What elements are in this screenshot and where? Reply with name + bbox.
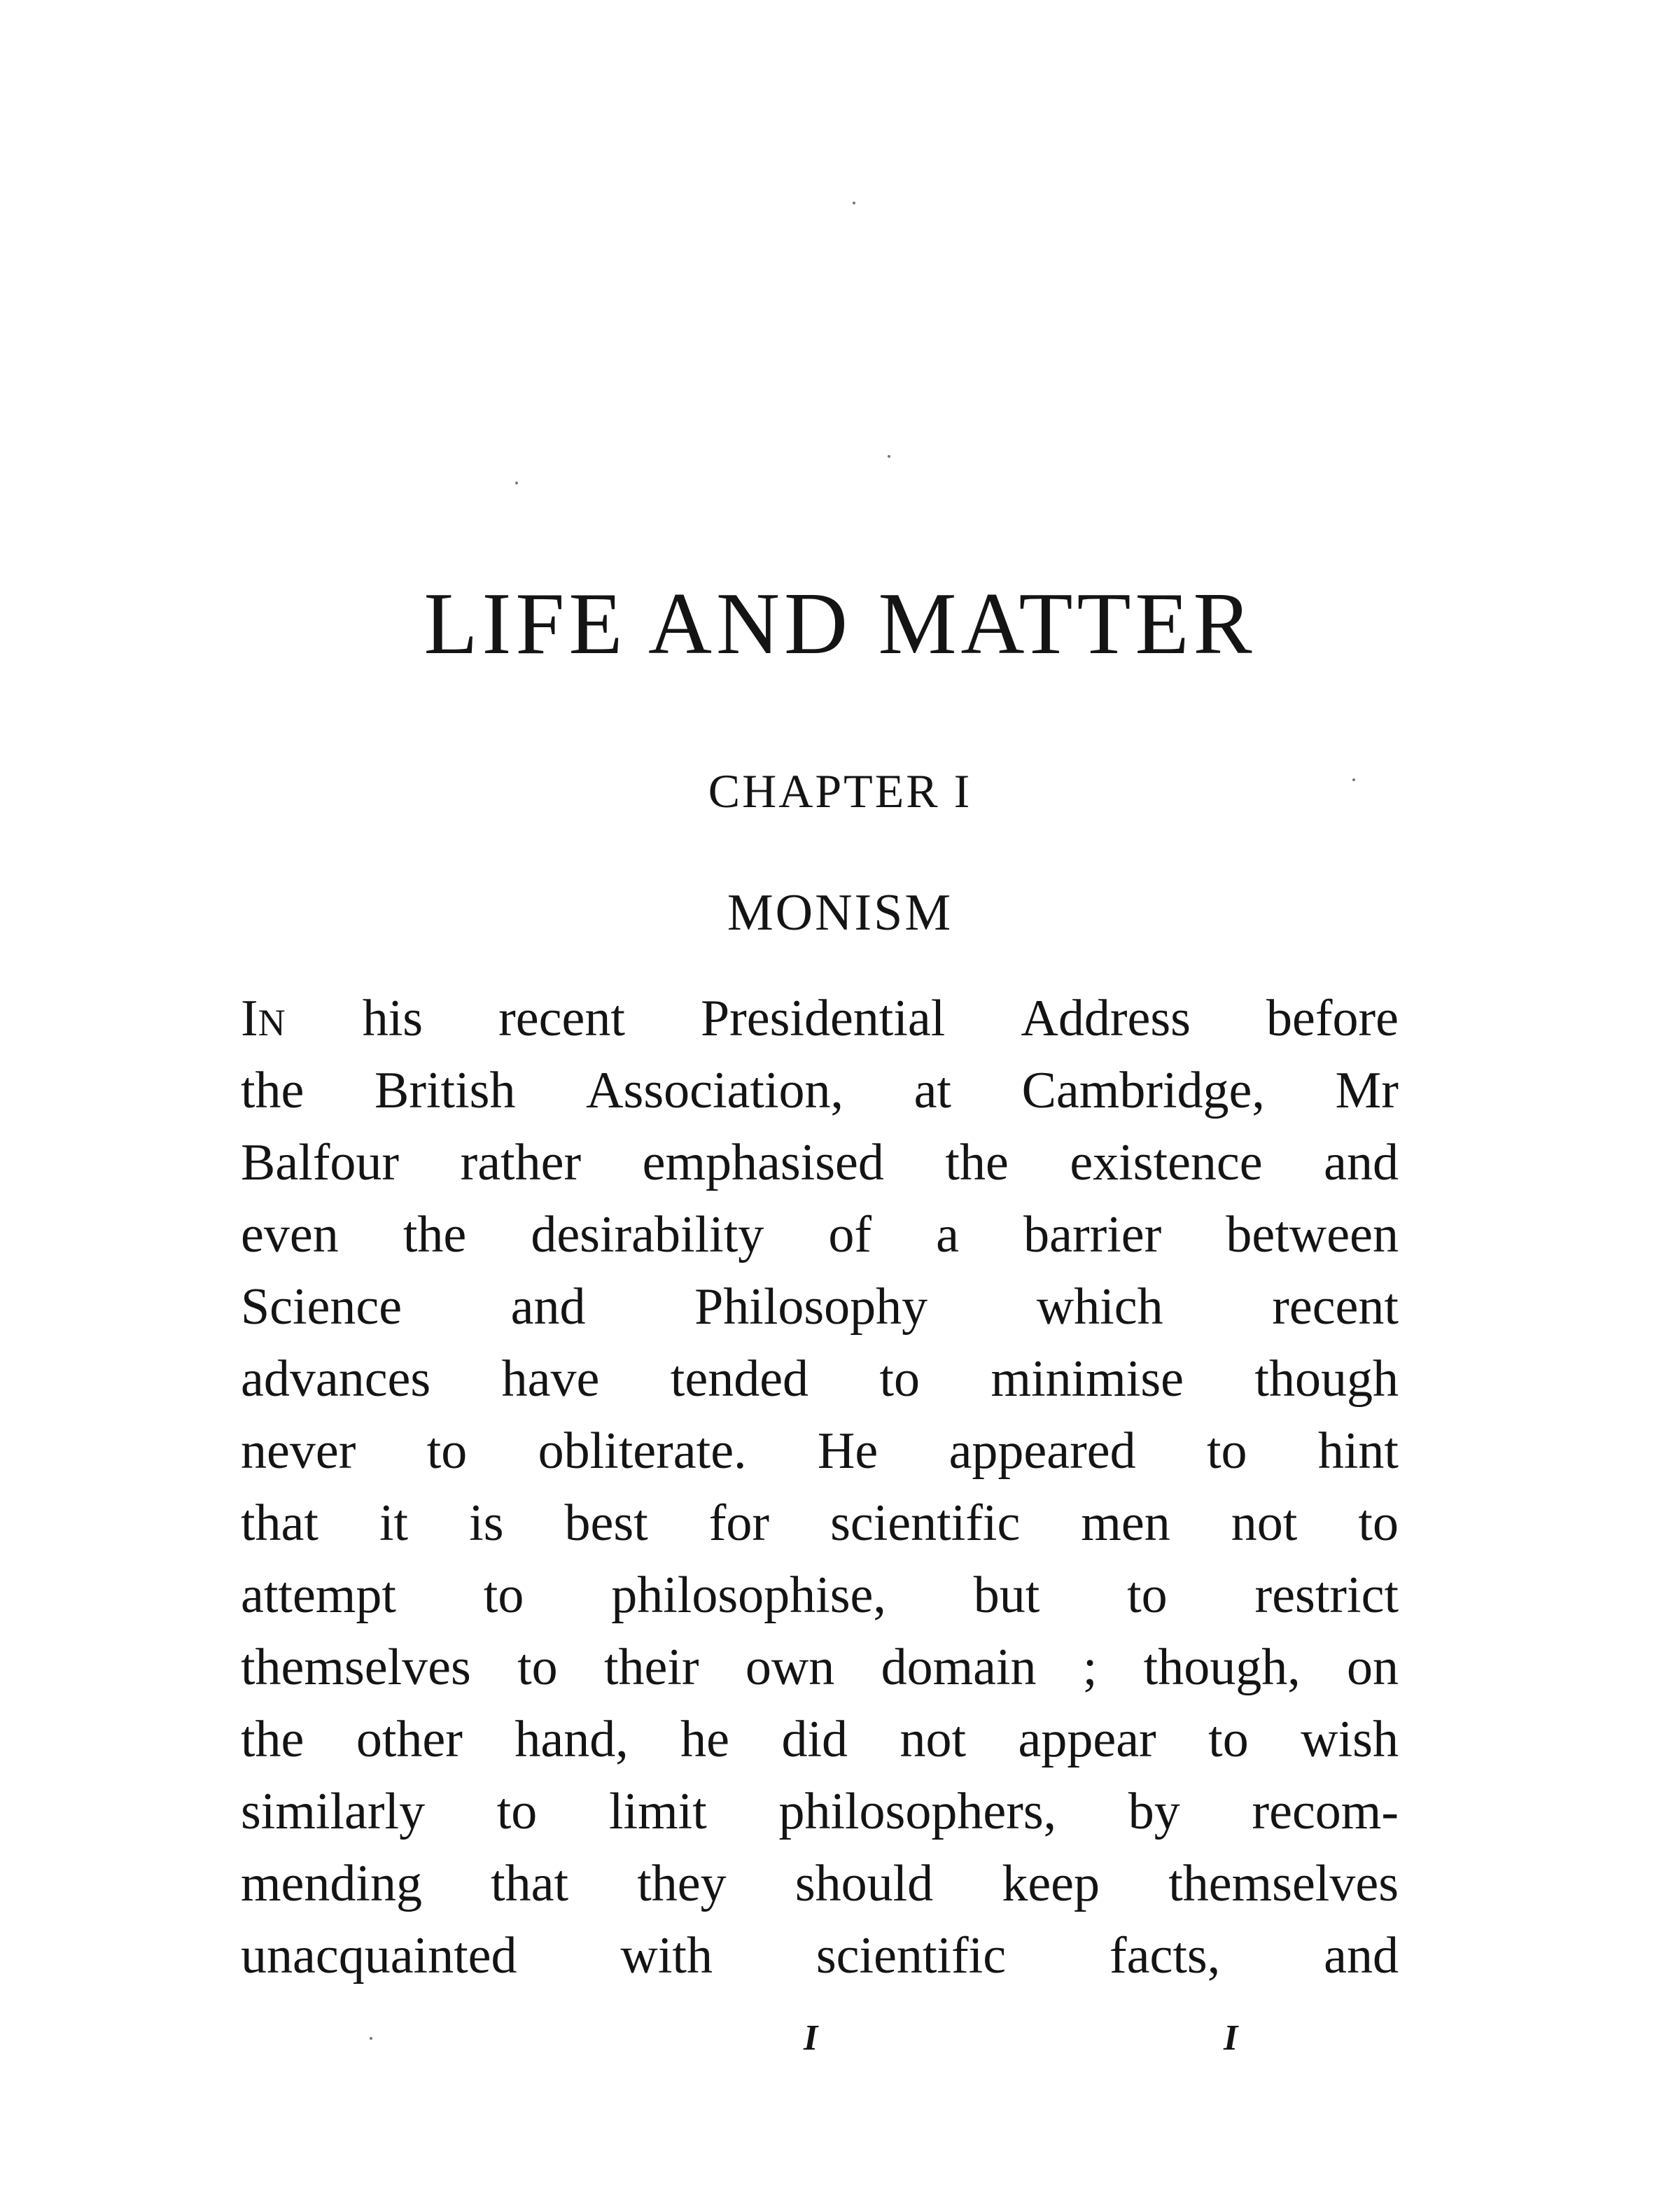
word: though bbox=[1254, 1350, 1399, 1408]
scan-speck bbox=[853, 202, 855, 204]
word: is bbox=[469, 1494, 504, 1552]
word: and bbox=[1324, 1927, 1399, 1984]
word: hand, bbox=[514, 1711, 629, 1768]
word: scientific bbox=[830, 1494, 1021, 1552]
word: and bbox=[1324, 1134, 1399, 1191]
scan-speck bbox=[370, 2037, 372, 2040]
word: with bbox=[620, 1927, 713, 1984]
word: have bbox=[501, 1350, 600, 1408]
word: Cambridge, bbox=[1021, 1062, 1265, 1119]
word: the bbox=[241, 1711, 304, 1768]
word: Association, bbox=[586, 1062, 844, 1119]
book-title: LIFE AND MATTER bbox=[424, 575, 1256, 673]
text-line bbox=[241, 1848, 1399, 1920]
word: at bbox=[913, 1062, 951, 1119]
word: to bbox=[1208, 1711, 1249, 1768]
word: by bbox=[1128, 1783, 1180, 1840]
text-line bbox=[241, 1920, 1399, 1992]
word: themselves bbox=[241, 1639, 471, 1696]
chapter-title: MONISM bbox=[727, 884, 953, 941]
text-line bbox=[241, 1271, 1399, 1343]
word: scientific bbox=[816, 1927, 1007, 1984]
word: that bbox=[491, 1855, 569, 1912]
word: the bbox=[402, 1206, 467, 1264]
word: wish bbox=[1301, 1711, 1399, 1768]
word: for bbox=[708, 1494, 770, 1552]
word: to bbox=[496, 1783, 538, 1840]
word: recent bbox=[498, 990, 625, 1047]
word: unacquainted bbox=[241, 1927, 517, 1984]
word: Presidential bbox=[700, 990, 946, 1047]
text-line bbox=[241, 1343, 1399, 1415]
word: of bbox=[828, 1206, 872, 1264]
word: He bbox=[817, 1422, 878, 1480]
word: should bbox=[794, 1855, 934, 1912]
word: attempt bbox=[241, 1567, 396, 1624]
word: he bbox=[680, 1711, 730, 1768]
word: desirability bbox=[531, 1206, 764, 1264]
word: to bbox=[1127, 1567, 1168, 1624]
drop-cap-lead: I bbox=[241, 990, 258, 1047]
word: emphasised bbox=[642, 1134, 884, 1191]
word: keep bbox=[1002, 1855, 1100, 1912]
word: though, bbox=[1143, 1639, 1301, 1696]
word: British bbox=[374, 1062, 516, 1119]
word: their bbox=[603, 1639, 699, 1696]
word: mending bbox=[241, 1855, 422, 1912]
text-line bbox=[241, 1415, 1399, 1488]
word: which bbox=[1036, 1278, 1163, 1336]
word: appear bbox=[1018, 1711, 1156, 1768]
text-line bbox=[241, 1632, 1399, 1704]
word: other bbox=[356, 1711, 463, 1768]
word: Science bbox=[241, 1278, 402, 1336]
word: to bbox=[879, 1350, 920, 1408]
scan-speck bbox=[1352, 778, 1355, 781]
word: to bbox=[1358, 1494, 1399, 1552]
word: limit bbox=[608, 1783, 707, 1840]
word: before bbox=[1266, 990, 1399, 1047]
word: recom- bbox=[1252, 1783, 1399, 1840]
word: even bbox=[241, 1206, 339, 1264]
word: ; bbox=[1082, 1639, 1098, 1696]
word: his bbox=[362, 990, 424, 1047]
word: restrict bbox=[1254, 1567, 1399, 1624]
word: hint bbox=[1317, 1422, 1399, 1480]
first-line bbox=[241, 983, 1399, 1055]
word: between bbox=[1226, 1206, 1399, 1264]
word: minimise bbox=[990, 1350, 1184, 1408]
word: own bbox=[745, 1639, 835, 1696]
word: to bbox=[426, 1422, 468, 1480]
word: it bbox=[379, 1494, 409, 1552]
word: but bbox=[973, 1567, 1040, 1624]
word: to bbox=[517, 1639, 558, 1696]
word: obliterate. bbox=[538, 1422, 747, 1480]
word: Mr bbox=[1335, 1062, 1399, 1119]
word: the bbox=[945, 1134, 1009, 1191]
text-lines bbox=[241, 1055, 1399, 1992]
word: facts, bbox=[1110, 1927, 1221, 1984]
word: similarly bbox=[241, 1783, 426, 1840]
word: themselves bbox=[1168, 1855, 1399, 1912]
word: philosophise, bbox=[611, 1567, 886, 1624]
word: that bbox=[241, 1494, 318, 1552]
signature-mark-left: I bbox=[804, 2018, 818, 2058]
word: philosophers, bbox=[778, 1783, 1057, 1840]
word: rather bbox=[460, 1134, 582, 1191]
text-line bbox=[241, 1776, 1399, 1848]
word: and bbox=[510, 1278, 586, 1336]
word: on bbox=[1347, 1639, 1399, 1696]
word: Balfour bbox=[241, 1134, 400, 1191]
word: best bbox=[564, 1494, 648, 1552]
drop-cap-rest: N bbox=[258, 1002, 287, 1044]
word: appeared bbox=[948, 1422, 1136, 1480]
word: not bbox=[899, 1711, 967, 1768]
text-line bbox=[241, 1704, 1399, 1776]
word: the bbox=[241, 1062, 304, 1119]
text-line bbox=[241, 1560, 1399, 1632]
chapter-label: CHAPTER I bbox=[708, 764, 972, 818]
word: Address bbox=[1021, 990, 1191, 1047]
word: tended bbox=[670, 1350, 809, 1408]
word: to bbox=[1206, 1422, 1247, 1480]
word: domain bbox=[881, 1639, 1037, 1696]
body-paragraph bbox=[241, 983, 1399, 1992]
word: barrier bbox=[1023, 1206, 1162, 1264]
scan-speck bbox=[515, 482, 518, 484]
word: Philosophy bbox=[694, 1278, 928, 1336]
word: men bbox=[1081, 1494, 1170, 1552]
word: they bbox=[637, 1855, 727, 1912]
text-line bbox=[241, 1199, 1399, 1271]
word: existence bbox=[1070, 1134, 1263, 1191]
word: a bbox=[936, 1206, 959, 1264]
word: never bbox=[241, 1422, 356, 1480]
word: not bbox=[1231, 1494, 1298, 1552]
drop-cap-word bbox=[241, 983, 287, 1055]
word: did bbox=[781, 1711, 848, 1768]
word: recent bbox=[1272, 1278, 1399, 1336]
word: advances bbox=[241, 1350, 431, 1408]
word: to bbox=[483, 1567, 524, 1624]
scan-speck bbox=[888, 455, 890, 458]
signature-mark-right: I bbox=[1224, 2018, 1238, 2058]
text-line bbox=[241, 1055, 1399, 1127]
text-line bbox=[241, 1127, 1399, 1199]
text-line bbox=[241, 1488, 1399, 1560]
